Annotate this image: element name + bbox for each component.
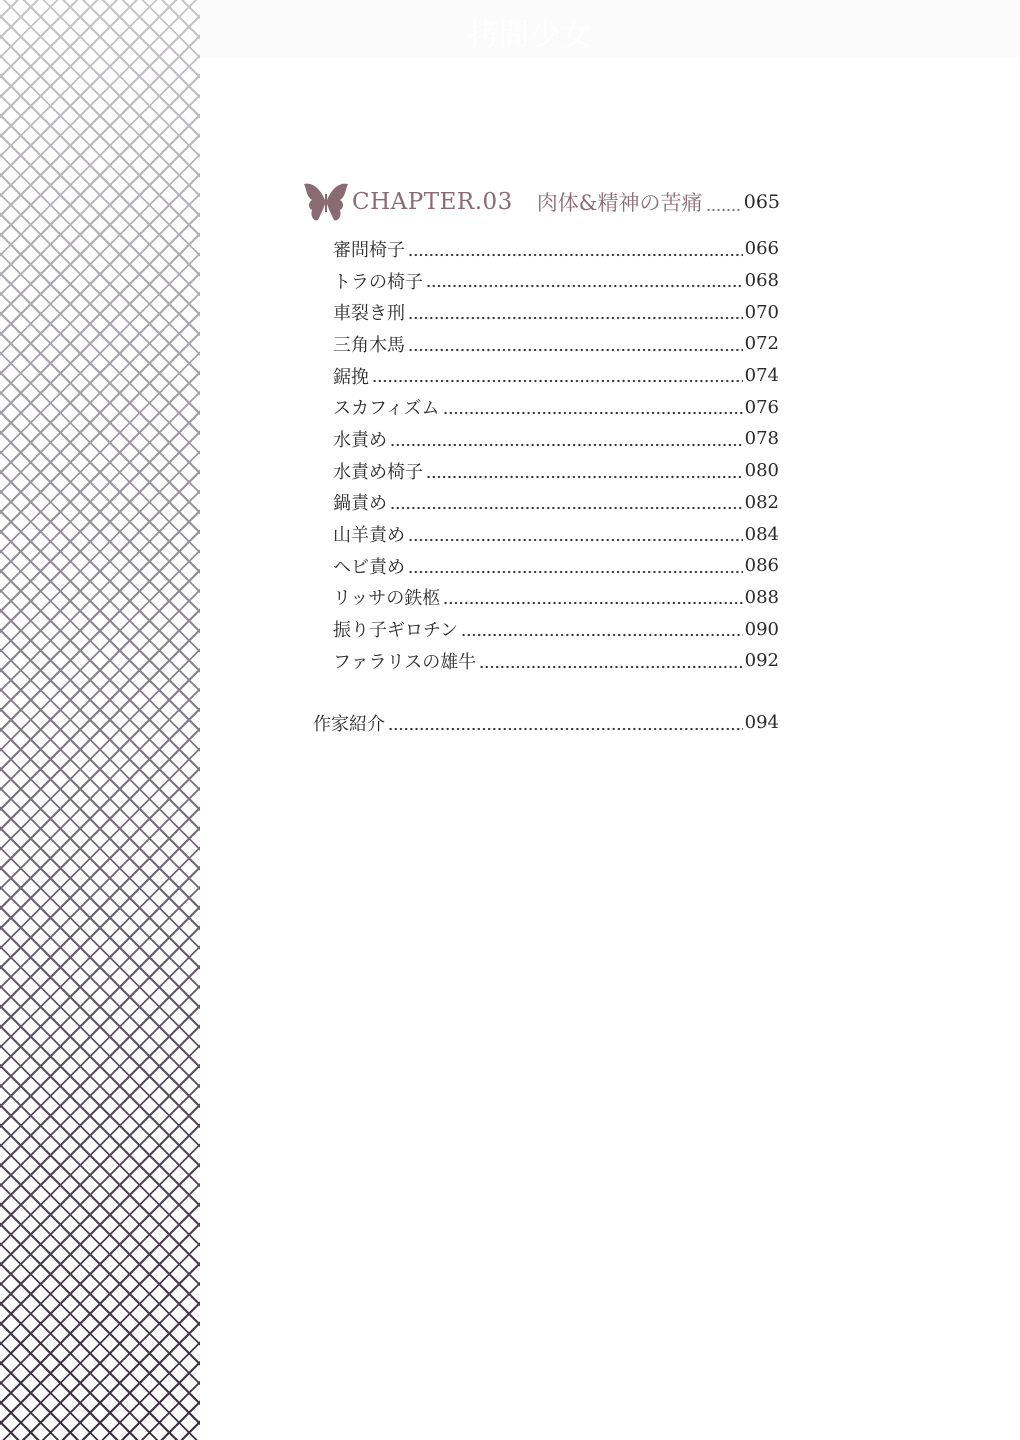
toc-entry[interactable]	[333, 487, 779, 519]
entry-page: 088	[744, 586, 779, 608]
toc-entry-author[interactable]	[313, 707, 779, 739]
entry-page: 070	[744, 301, 779, 323]
entry-title: トラの椅子	[333, 271, 423, 293]
entry-title: 水責め椅子	[333, 461, 423, 483]
toc-entry[interactable]	[333, 233, 779, 265]
decorative-lattice-pattern	[0, 0, 200, 1440]
chapter-number: CHAPTER.03	[352, 189, 513, 215]
leader-dots	[408, 570, 743, 574]
entry-page: 074	[744, 365, 779, 387]
leader-dots	[390, 443, 743, 447]
entry-title: ヘビ責め	[333, 556, 405, 578]
entry-page: 078	[744, 428, 779, 450]
leader-dots	[408, 316, 743, 320]
entry-title: 鍋責め	[333, 493, 387, 515]
chapter-title: 肉体&精神の苦痛	[536, 191, 703, 215]
leader-dots	[372, 379, 743, 383]
leader-dots	[388, 727, 743, 731]
toc-entry[interactable]	[333, 296, 779, 328]
leader-dots	[408, 348, 743, 352]
entry-title: ファラリスの雄牛	[333, 651, 477, 673]
entry-title: 審問椅子	[333, 239, 405, 261]
entry-page: 080	[744, 460, 779, 482]
toc-entry[interactable]	[333, 265, 779, 297]
entry-title: 鋸挽	[333, 366, 369, 388]
book-title: 拷問少女	[468, 18, 592, 53]
entry-page: 084	[744, 523, 779, 545]
leader-dots	[461, 633, 743, 637]
entry-title: スカフィズム	[333, 398, 440, 420]
entry-page: 082	[744, 491, 779, 513]
chapter-page: 065	[743, 191, 780, 213]
leader-dots	[408, 253, 743, 257]
running-header	[200, 0, 1020, 57]
toc-entry[interactable]	[333, 645, 779, 677]
toc-entry[interactable]	[333, 613, 779, 645]
entry-page: 090	[744, 618, 779, 640]
entry-page: 094	[744, 712, 779, 734]
entry-page: 066	[744, 238, 779, 260]
toc-entry[interactable]	[333, 582, 779, 614]
leader-dots	[443, 411, 743, 415]
leader-dots	[479, 665, 742, 669]
entry-page: 072	[744, 333, 779, 355]
entry-title: リッサの鉄柩	[333, 588, 441, 610]
entry-title: 振り子ギロチン	[333, 620, 459, 642]
toc-entry[interactable]	[333, 423, 779, 455]
toc-entry[interactable]	[333, 360, 779, 392]
chapter-heading[interactable]	[302, 180, 780, 224]
entry-page: 068	[744, 270, 779, 292]
leader-dots	[443, 601, 742, 605]
entry-page: 092	[744, 650, 779, 672]
toc-entry[interactable]	[333, 518, 779, 550]
toc-entry[interactable]	[333, 391, 779, 423]
toc-entry[interactable]	[333, 455, 779, 487]
entry-page: 076	[744, 396, 779, 418]
entry-title: 車裂き刑	[333, 303, 405, 325]
leader-dots	[408, 538, 743, 542]
butterfly-icon	[302, 180, 350, 224]
entry-title: 三角木馬	[333, 334, 405, 356]
leader-dots	[426, 284, 743, 288]
leader-dots	[426, 475, 743, 479]
entry-title: 山羊責め	[333, 525, 405, 547]
toc-list	[333, 233, 779, 677]
entry-page: 086	[744, 555, 779, 577]
toc-entry[interactable]	[333, 328, 779, 360]
leader-dots	[390, 506, 743, 510]
entry-title: 水責め	[333, 429, 387, 451]
entry-title: 作家紹介	[313, 713, 385, 735]
leader-dots	[706, 208, 739, 212]
toc-entry[interactable]	[333, 550, 779, 582]
